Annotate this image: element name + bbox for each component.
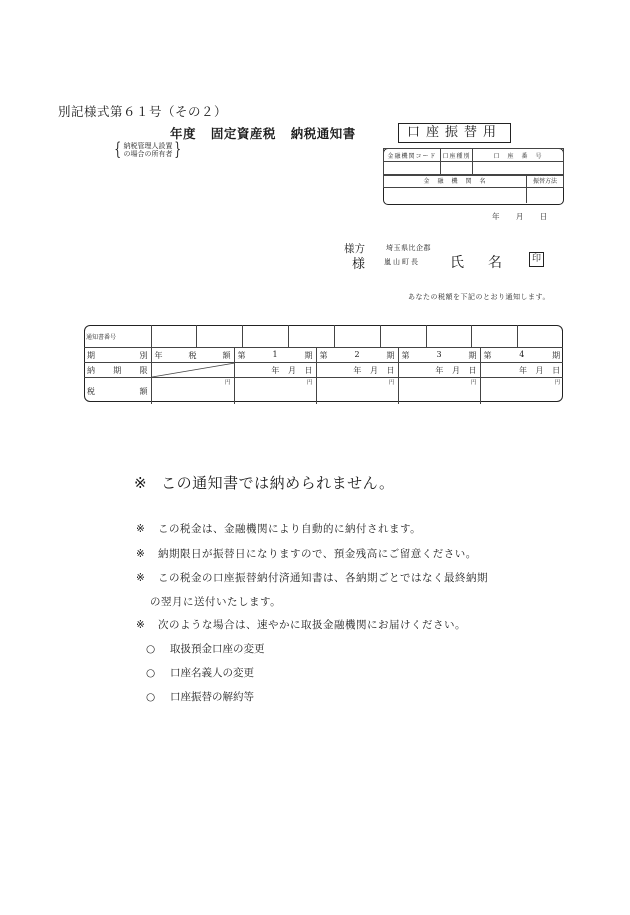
diagonal-line [152, 363, 235, 377]
condition-item: ○ 取扱預金口座の変更 [146, 643, 265, 655]
note-item: ※ 次のような場合は、速やかに取扱金融機関にお届けください。 [136, 619, 466, 631]
notice-main-text: この通知書では納められません。 [161, 474, 395, 492]
bank-name-cell [384, 187, 527, 203]
period-4-header: 第 4 期 [480, 348, 563, 363]
amount-label: 税 額 [84, 378, 151, 405]
bank-code-header: 金融機関コード [384, 149, 441, 162]
not-payable-notice [134, 472, 394, 493]
deadline-label: 納 期 限 [84, 363, 151, 378]
document-title [170, 124, 366, 142]
owner-note-line-1: 納税管理人設置 [123, 142, 173, 150]
period-3-header: 第 3 期 [398, 348, 480, 363]
owner-note-line-2: の場合の所有者 [123, 150, 173, 158]
issue-date: 年 月 日 [492, 212, 548, 221]
period-1-deadline: 年 月 日 [234, 363, 316, 378]
period-1-header: 第 1 期 [234, 348, 316, 363]
issuer-mayor: 嵐山町長 [384, 258, 420, 266]
title-notice: 納税通知書 [290, 126, 356, 141]
account-type-header: 口座種別 [441, 149, 473, 162]
addressee-sama-small: 様方 [344, 243, 365, 255]
form-number: 別記様式第６１号（その２） [58, 104, 228, 119]
tax-amount-table [84, 325, 563, 404]
period-2-amount: 円 [316, 378, 398, 405]
transfer-method-header: 振替方法 [527, 175, 563, 187]
issuer-prefecture: 埼玉県比企郡 [386, 244, 431, 252]
note-item-continuation: の翌月に送付いたします。 [150, 596, 282, 608]
period-2-deadline: 年 月 日 [316, 363, 398, 378]
bank-code-cell [384, 162, 441, 175]
bank-name-header: 金 融 機 関 名 [384, 175, 527, 187]
issuer-name: 氏名 [450, 255, 526, 271]
term-label: 期 別 [84, 348, 151, 363]
period-4-amount: 円 [480, 378, 563, 405]
note-item: ※ この税金の口座振替納付済通知書は、各納期ごとではなく最終納期 [136, 572, 488, 584]
year-tax-header: 年 税 額 [151, 348, 234, 363]
condition-item: ○ 口座名義人の変更 [146, 667, 254, 679]
period-2-header: 第 2 期 [316, 348, 398, 363]
account-type-cell [441, 162, 473, 175]
notice-mark-icon: ※ [134, 474, 148, 492]
brace-left-icon: { [114, 139, 122, 160]
period-3-deadline: 年 月 日 [398, 363, 480, 378]
notice-number-label: 通知書番号 [84, 325, 151, 348]
condition-item: ○ 口座振替の解約等 [146, 691, 254, 703]
addressee-sama-large: 様 [352, 257, 366, 272]
title-tax: 固定資産税 [210, 126, 276, 141]
payment-type-badge: 口座振替用 [398, 123, 511, 143]
transfer-method-cell [527, 187, 563, 203]
note-item: ※ この税金は、金融機関により自動的に納付されます。 [136, 523, 422, 535]
title-year: 年度 [170, 126, 197, 141]
deadline-blank-cell [151, 363, 234, 378]
period-1-amount: 円 [234, 378, 316, 405]
owner-note [112, 139, 184, 160]
period-4-deadline: 年 月 日 [480, 363, 563, 378]
period-3-amount: 円 [398, 378, 480, 405]
brace-right-icon: } [174, 139, 182, 160]
intro-text: あなたの税額を下記のとおり通知します。 [408, 293, 550, 301]
account-number-cell [473, 162, 564, 175]
seal-icon: 印 [529, 252, 544, 267]
account-number-header: 口 座 番 号 [473, 149, 564, 162]
year-tax-amount: 円 [151, 378, 234, 405]
note-item: ※ 納期限日が振替日になりますので、預金残高にご留意ください。 [136, 548, 477, 560]
notice-number-cells [151, 325, 563, 348]
